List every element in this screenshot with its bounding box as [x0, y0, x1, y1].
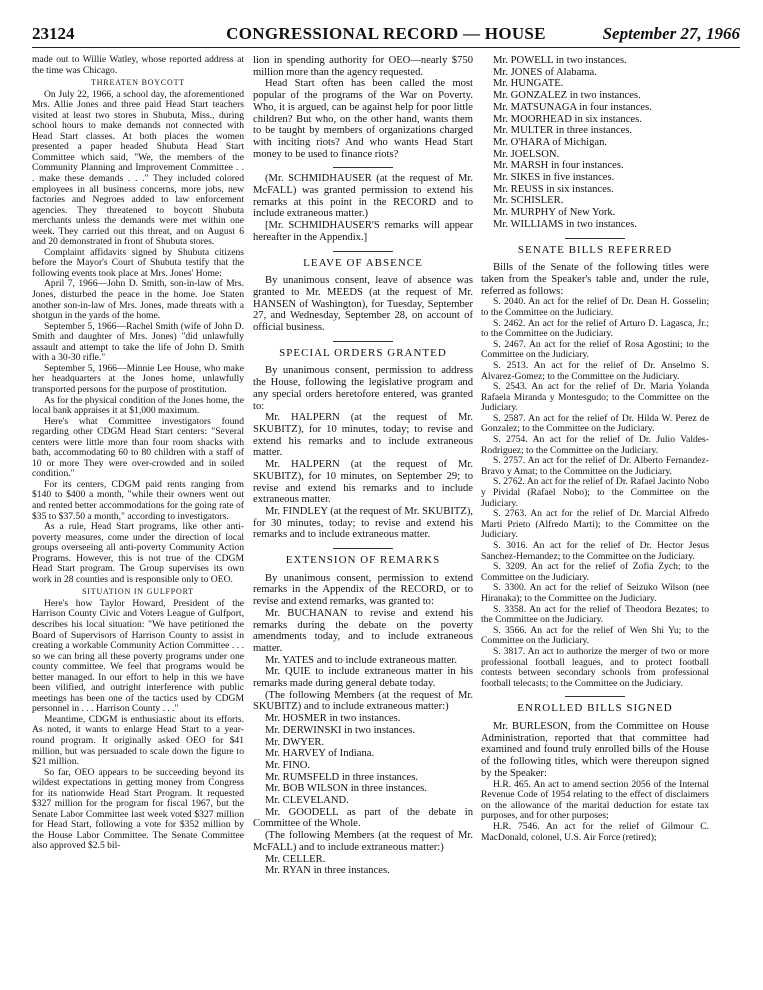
member-line: Mr. CELLER.	[265, 853, 326, 865]
member-line: Mr. WILLIAMS in two instances.	[493, 218, 637, 230]
bill-entry: S. 3209. An act for the relief of Zofia Zych; to the Committee on the Judiciary.	[481, 561, 709, 583]
member-line: Mr. MURPHY of New York.	[493, 207, 616, 219]
bill-entry: S. 2462. An act for the relief of Arturo D. Lagasca, Jr.; to the Committee on the Judiciary.	[481, 317, 709, 340]
subheading-threaten-boycott: THREATEN BOYCOTT	[91, 78, 185, 88]
bill-entry: S. 2040. An act for the relief of Dr. Dean H. Gosselin; to the Committee on the Judiciary.	[481, 296, 709, 318]
column-1	[32, 55, 244, 852]
paragraph: By unanimous consent, permission to address the House, following the legislative program and any special orders heretofore entered, was granted to:	[253, 365, 473, 412]
paragraph: Head Start often has been called the most popular of the programs of the War on Poverty. Who, it is argued, can be against help for poor little children? But who, on the other hand, wants them to be taught by members of organizations charged with inciting riots? And who wants Head Start money to be used to finance riots?	[253, 78, 473, 160]
member-line: Mr. MARSH in four instances.	[493, 160, 624, 172]
member-line: Mr. CLEVELAND.	[265, 795, 349, 807]
member-line: Mr. DERWINSKI in two instances.	[265, 724, 416, 736]
paragraph: Bills of the Senate of the following titles were taken from the Speaker's table and, under the rule, referred as follows:	[481, 262, 709, 297]
header-rule	[32, 47, 740, 48]
page-header	[32, 24, 740, 46]
paragraph: (The following Members (at the request of Mr. SKUBITZ) and to include extraneous matter:)	[253, 689, 473, 713]
member-line: Mr. MATSUNAGA in four instances.	[493, 101, 652, 113]
member-line: Mr. RYAN in three instances.	[265, 865, 390, 877]
bill-entry: S. 2763. An act for the relief of Dr. Marcial Alfredo Marti Prieto (Alfredo Marti); to the Committee on the Judiciary.	[481, 508, 709, 541]
bill-entry: S. 3566. An act for the relief of Wen Shi Yu; to the Committee on the Judiciary.	[481, 624, 709, 647]
bill-entry: H.R. 7546. An act for the relief of Gilmour C. MacDonald, colonel, U.S. Air Force (retired);	[481, 820, 709, 843]
member-line: Mr. DWYER.	[265, 736, 325, 748]
section-rule	[333, 251, 393, 252]
paragraph: Mr. YATES and to include extraneous matter.	[265, 654, 458, 666]
paragraph: (Mr. SCHMIDHAUSER (at the request of Mr. McFALL) was granted permission to extend his remarks at this point in the RECORD and to include extraneous matter.)	[253, 173, 473, 220]
bill-entry: S. 2587. An act for the relief of Dr. Hilda W. Perez de Gonzalez; to the Committee on the Judiciary.	[481, 412, 709, 435]
paragraph: Mr. HALPERN (at the request of Mr. SKUBITZ), for 10 minutes, today; to revise and extend his remarks and to include extraneous matter.	[253, 412, 473, 459]
member-line: Mr. REUSS in six instances.	[493, 183, 614, 195]
bill-entry: S. 3016. An act for the relief of Dr. Hector Jesus Sanchez-Hernandez; to the Committee on the Judiciary.	[481, 540, 709, 562]
paragraph: (The following Members (at the request of Mr. McFALL) and to include extraneous matter:)	[253, 830, 473, 853]
paragraph: September 5, 1966—Rachel Smith (wife of John D. Smith and daughter of Mrs. Jones) "did unlawfully assault and attempt to take the life of John D. Smith with a 30-30 rifle."	[32, 320, 244, 364]
paragraph: Complaint affidavits signed by Shubuta citizens before the Mayor's Court of Shubuta testify that the following events took place at Mrs. Jones' Home:	[32, 246, 244, 279]
paragraph: Mr. HALPERN (at the request of Mr. SKUBITZ), for 10 minutes, on September 29; to revise and extend his remarks and to include extraneous matter.	[253, 459, 473, 506]
paragraph: Meantime, CDGM is enthusiastic about its efforts. As noted, it wants to enlarge Head Start to a year-round program. It originally asked OEO for $41 million, but was persuaded to scale down the figure to $21 million.	[32, 713, 244, 768]
member-line: Mr. JONES of Alabama.	[493, 66, 597, 78]
member-line: Mr. O'HARA of Michigan.	[493, 136, 608, 148]
bill-entry: S. 3358. An act for the relief of Theodora Bezates; to the Committee on the Judiciary.	[481, 603, 709, 626]
paragraph: Here's how Taylor Howard, President of the Harrison County Civic and Voters League of Gulfport, describes his local situation: "We have petitioned the Board of Supervisors of Harrison County to assist in creating a workable Community Action Committee . . . so we can bring all these poverty programs under one county committee. We feel that programs would be better managed. In our effort to help in this we have been vilified, and outright interference with public meetings has been one of the tactics used by CDGM personnel in . . . Harrison County . . ."	[32, 597, 244, 715]
column-2	[253, 55, 473, 877]
paragraph: [Mr. SCHMIDHAUSER'S remarks will appear hereafter in the Appendix.]	[253, 220, 473, 243]
section-rule	[565, 696, 625, 697]
paragraph: September 5, 1966—Minnie Lee House, who make her headquarters at the Jones home, unlawfully transported persons for the purpose of prostitution.	[32, 362, 244, 395]
member-line: Mr. RUMSFELD in three instances.	[265, 771, 419, 783]
column-3	[481, 55, 709, 843]
paragraph: Here's what Committee investigators found regarding other CDGM Head Start centers: "Several centers were little more than four room shacks with bath, accommodating 60 to 80 children with a staff of 10 or more They were over-crowded and in soiled condition."	[32, 415, 244, 480]
member-line: Mr. HARVEY of Indiana.	[265, 748, 375, 760]
bill-entry: S. 3817. An act to authorize the merger of two or more professional football leagues, and to protect football contests between secondary schools from professional football telecasts; to the Committee on the Judiciary.	[481, 645, 709, 689]
member-line: Mr. JOELSON.	[493, 148, 560, 160]
bill-entry: S. 2757. An act for the relief of Dr. Alberto Fernandez-Bravo y Amat; to the Committee on the Judiciary.	[481, 455, 709, 477]
heading-leave-of-absence: LEAVE OF ABSENCE	[303, 256, 423, 269]
section-rule	[565, 238, 625, 239]
paragraph: made out to Willie Watley, whose reported address at the time was Chicago.	[32, 54, 244, 76]
paragraph: As for the physical condition of the Jones home, the local bank appraises it at $1,000 maximum.	[32, 394, 244, 417]
paragraph: By unanimous consent, permission to extend remarks in the Appendix of the RECORD, or to revise and extend remarks, was granted to:	[253, 572, 473, 608]
heading-enrolled-bills-signed: ENROLLED BILLS SIGNED	[517, 702, 673, 715]
page-number: 23124	[32, 24, 75, 43]
heading-special-orders-granted: SPECIAL ORDERS GRANTED	[279, 346, 447, 359]
heading-extension-of-remarks: EXTENSION OF REMARKS	[285, 554, 441, 567]
paragraph: Mr. GOODELL as part of the debate in Committee of the Whole.	[253, 806, 473, 830]
section-rule	[333, 548, 393, 549]
member-line: Mr. BOB WILSON in three instances.	[265, 783, 427, 795]
member-line: Mr. HOSMER in two instances.	[265, 713, 401, 725]
issue-date: September 27, 1966	[602, 24, 740, 43]
section-rule	[333, 341, 393, 342]
bill-entry: S. 2754. An act for the relief of Dr. Julio Valdes-Rodriguez; to the Committee on the Judiciary.	[481, 434, 709, 456]
bill-entry: S. 2762. An act for the relief of Dr. Rafael Jacinto Nobo y Pividal (Rafael Nobo); to the Committee on the Judiciary.	[481, 476, 709, 509]
member-line: Mr. MULTER in three instances.	[493, 125, 633, 137]
paragraph: For its centers, CDGM paid rents ranging from $140 to $400 a month, "while their owners went out and rented better accommodations for the going rate of $35 to $37.50 a month," according to investigators.	[32, 478, 244, 522]
paragraph: As a rule, Head Start programs, like other anti-poverty measures, come under the direction of local groups overseeing all anti-poverty Community Action Programs. However, this is not true of the CDGM Head Start program. The Group supervises its own work in 28 counties and is responsible only to OEO.	[32, 521, 244, 585]
paragraph: Mr. QUIE to include extraneous matter in his remarks made during general debate today.	[253, 666, 473, 690]
bill-entry: S. 2467. An act for the relief of Rosa Agostini; to the Committee on the Judiciary.	[481, 338, 709, 361]
bill-entry: S. 2543. An act for the relief of Dr. Maria Yolanda Rafaela Miranda y Montesgudo; to the Committee on the Judiciary.	[481, 381, 709, 414]
member-line: Mr. SCHISLER.	[493, 195, 564, 207]
paragraph: Mr. BURLESON, from the Committee on House Administration, reported that that committee had examined and found truly enrolled bills of the House of the following titles, which were thereupon signed by the Speaker:	[481, 721, 709, 779]
paragraph: On July 22, 1966, a school day, the aforementioned Mrs. Allie Jones and three paid Head Start teachers visited at least two stores in Shubuta, Miss., during school hours to make demands not connected with Head Start classes. At both places the women presented a paper headed Shubuta Head Start Committee which said, "We, the members of the Community Planning and Improvement Committee . . . make these demands . . ." They included colored employees in all business concerns, more jobs, new factories and Negroes added to law enforcement agencies. They threatened to boycott Shubuta merchants unless the demands were met within one week. They carried out this threat, and on August 6 and 20 demonstrated in front of Shubuta stores.	[32, 88, 244, 248]
bill-entry: S. 3300. An act for the relief of Seizuko Wilson (nee Hiranaka); to the Committee on the Judiciary.	[481, 582, 709, 604]
paragraph: So far, OEO appears to be succeeding beyond its wildest expectations in getting money from Congress for its nationwide Head Start Program. It requested $327 million for the program for fiscal 1967, but the Senate Labor Committee last week voted $327 million for Head Start, following a vote for $352 million by the House Labor Committee. The Senate Committee also approved $2.5 bil-	[32, 766, 244, 852]
member-line: Mr. GONZALEZ in two instances.	[493, 90, 641, 102]
paragraph: lion in spending authority for OEO—nearly $750 million more than the agency requested.	[253, 55, 473, 78]
paragraph: Mr. BUCHANAN to revise and extend his remarks during the debate on the poverty amendments today, and to include extraneous matter.	[253, 607, 473, 654]
paragraph: Mr. FINDLEY (at the request of Mr. SKUBITZ), for 30 minutes, today; to revise and extend his remarks and to include extraneous matter.	[253, 505, 473, 541]
section-rule	[333, 167, 393, 168]
member-line: Mr. SIKES in five instances.	[493, 172, 615, 184]
paragraph: By unanimous consent, leave of absence was granted to Mr. MEEDS (at the request of Mr. HANSEN of Washington), for Tuesday, September 27, and Wednesday, September 28, on account of official business.	[253, 275, 473, 334]
member-line: Mr. POWELL in two instances.	[493, 55, 627, 66]
member-line: Mr. MOORHEAD in six instances.	[493, 113, 642, 125]
subheading-situation-in-gulfport: SITUATION IN GULFPORT	[82, 587, 194, 597]
paragraph: April 7, 1966—John D. Smith, son-in-law of Mrs. Jones, disturbed the peace in the home. Joe Staten another son-in-law of Mrs. Jones, made threats with a shotgun in the yards of the home.	[32, 278, 244, 322]
member-line: Mr. FINO.	[265, 759, 311, 771]
bill-entry: H.R. 465. An act to amend section 2056 of the Internal Revenue Code of 1954 relating to the effect of disclaimers on the allowance of the marital deduction for estate tax purposes, and for other purposes;	[481, 778, 709, 822]
member-line: Mr. HUNGATE.	[493, 78, 564, 90]
bill-entry: S. 2513. An act for the relief of Dr. Anselmo S. Alvarez-Gomez; to the Committee on the Judiciary.	[481, 359, 709, 382]
heading-senate-bills-referred: SENATE BILLS REFERRED	[517, 243, 673, 256]
publication-title: CONGRESSIONAL RECORD — HOUSE	[226, 24, 546, 43]
